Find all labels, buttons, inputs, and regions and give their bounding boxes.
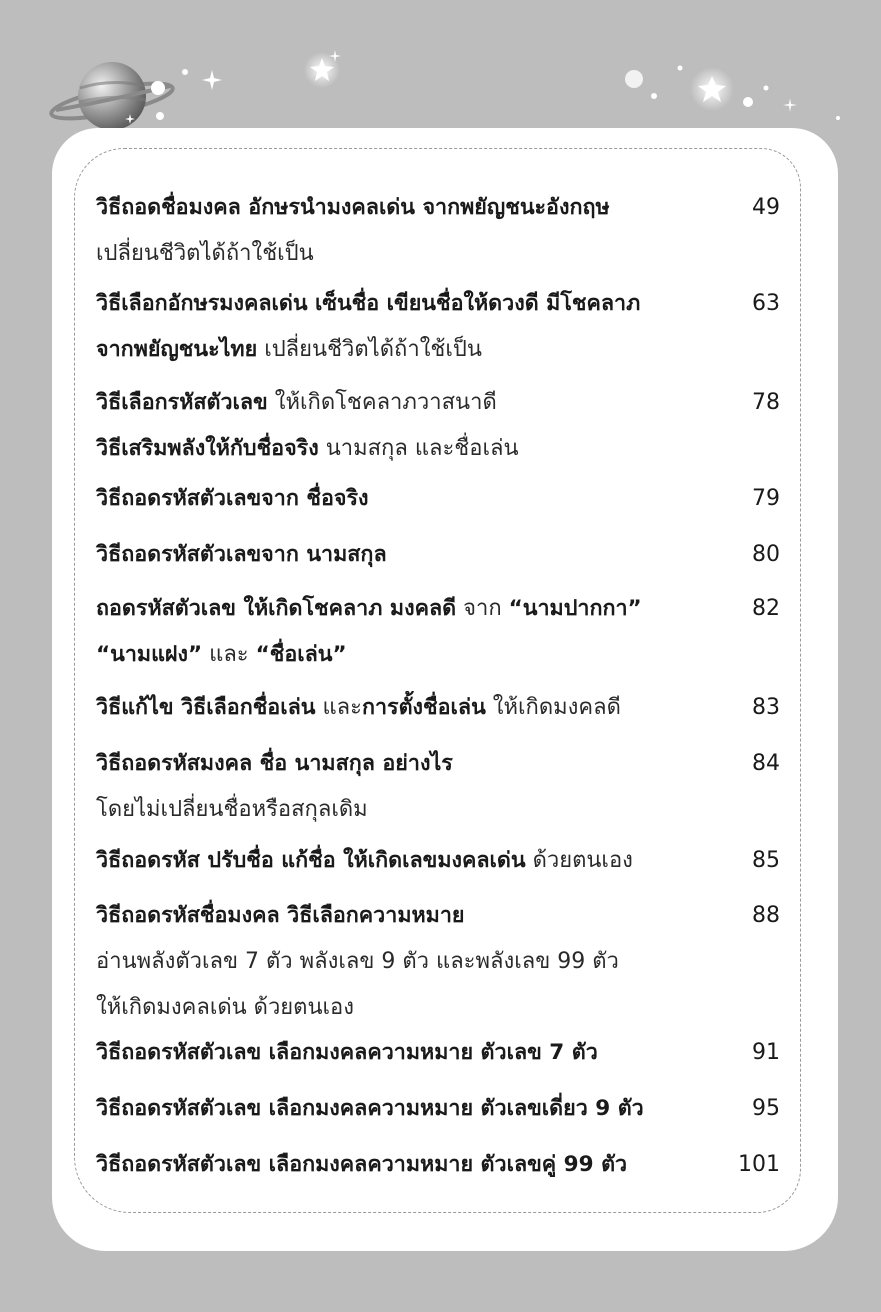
toc-page-number: 84 xyxy=(752,751,780,776)
toc-title-bold: วิธีเสริมพลังให้กับชื่อจริง xyxy=(96,436,319,461)
toc-title-text: เปลี่ยนชีวิตได้ถ้าใช้เป็น xyxy=(257,337,482,362)
toc-title-bold: วิธีถอดรหัสตัวเลข เลือกมงคลความหมาย ตัวเลขเดี่ยว 9 ตัว xyxy=(96,1096,644,1121)
toc-entry-line xyxy=(96,289,640,319)
toc-page-number: 95 xyxy=(752,1096,780,1121)
toc-entry-line xyxy=(96,846,633,876)
toc-title-text: เปลี่ยนชีวิตได้ถ้าใช้เป็น xyxy=(96,241,314,266)
toc-title-bold: “ชื่อเล่น” xyxy=(255,642,347,667)
toc-title-bold: วิธีเลือกรหัสตัวเลข xyxy=(96,390,268,415)
toc-entry-line xyxy=(96,901,465,931)
toc-title-text: อ่านพลังตัวเลข 7 ตัว พลังเลข 9 ตัว และพลังเลข 99 ตัว xyxy=(96,949,619,974)
toc-page-number: 83 xyxy=(752,695,780,720)
planet-icon xyxy=(49,62,175,130)
toc-page-number: 91 xyxy=(752,1040,780,1065)
dots-decoration xyxy=(151,66,840,121)
toc-title-bold: วิธีแก้ไข วิธีเลือกชื่อเล่น xyxy=(96,695,316,720)
toc-entry-line xyxy=(96,540,387,570)
toc-page-number: 88 xyxy=(752,903,780,928)
toc-title-bold: วิธีถอดรหัส ปรับชื่อ แก้ชื่อ ให้เกิดเลขมงคลเด่น xyxy=(96,848,526,873)
toc-page-number: 78 xyxy=(752,390,780,415)
toc-entry-line xyxy=(96,749,453,779)
toc-entry-line xyxy=(96,993,354,1023)
toc-title-bold: “นามแฝง” xyxy=(96,642,203,667)
toc-page-number: 101 xyxy=(738,1152,780,1177)
toc-page-number: 80 xyxy=(752,542,780,567)
toc-title-text: ให้เกิดโชคลาภวาสนาดี xyxy=(267,390,497,415)
toc-title-text: โดยไม่เปลี่ยนชื่อหรือสกุลเดิม xyxy=(96,797,368,822)
toc-page-number: 82 xyxy=(752,596,780,621)
toc-entry-line xyxy=(96,1150,627,1180)
toc-entry-line xyxy=(96,1038,598,1068)
toc-title-text: นามสกุล และชื่อเล่น xyxy=(318,436,519,461)
toc-title-bold: วิธีถอดรหัสมงคล ชื่อ นามสกุล อย่างไร xyxy=(96,751,453,776)
star-icon xyxy=(304,52,734,111)
toc-title-bold: วิธีเลือกอักษรมงคลเด่น เซ็นชื่อ เขียนชื่อให้ดวงดี มีโชคลาภ xyxy=(96,291,641,316)
toc-entry-line xyxy=(96,193,610,223)
toc-entry-line xyxy=(96,693,621,723)
toc-page-number: 85 xyxy=(752,848,780,873)
toc-title-bold: วิธีถอดรหัสตัวเลข เลือกมงคลความหมาย ตัวเลขคู่ 99 ตัว xyxy=(96,1152,628,1177)
toc-entry-line xyxy=(96,795,368,825)
toc-title-bold: วิธีถอดรหัสตัวเลขจาก ชื่อจริง xyxy=(96,486,369,511)
toc-title-text: และ xyxy=(315,695,362,720)
toc-title-text: ด้วยตนเอง xyxy=(525,848,633,873)
toc-entry-line xyxy=(96,335,482,365)
toc-title-bold: จากพยัญชนะไทย xyxy=(96,337,258,362)
toc-page-number: 79 xyxy=(752,486,780,511)
toc-entry-line xyxy=(96,239,314,269)
toc-title-bold: “นามปากกา” xyxy=(508,596,642,621)
toc-title-bold: วิธีถอดรหัสตัวเลขจาก นามสกุล xyxy=(96,542,387,567)
toc-page-number: 49 xyxy=(752,195,780,220)
toc-entry-line xyxy=(96,388,497,418)
toc-entry-line xyxy=(96,947,619,977)
toc-title-bold: วิธีถอดชื่อมงคล อักษรนำมงคลเด่น จากพยัญชนะอังกฤษ xyxy=(96,195,610,220)
toc-entry-line xyxy=(96,434,519,464)
toc-entry-line xyxy=(96,640,347,670)
toc-title-bold: ถอดรหัสตัวเลข ให้เกิดโชคลาภ มงคลดี xyxy=(96,596,457,621)
toc-title-bold: การตั้งชื่อเล่น xyxy=(361,695,486,720)
toc-title-text: ให้เกิดมงคลเด่น ด้วยตนเอง xyxy=(96,995,354,1020)
toc-entry-line xyxy=(96,1094,644,1124)
toc-page-number: 63 xyxy=(752,291,780,316)
toc-entry-line xyxy=(96,484,369,514)
toc-title-text: จาก xyxy=(456,596,509,621)
toc-title-bold: วิธีถอดรหัสชื่อมงคล วิธีเลือกความหมาย xyxy=(96,903,465,928)
toc-title-text: ให้เกิดมงคลดี xyxy=(485,695,621,720)
toc-title-text: และ xyxy=(202,642,256,667)
toc-entry-line xyxy=(96,594,642,624)
toc-title-bold: วิธีถอดรหัสตัวเลข เลือกมงคลความหมาย ตัวเลข 7 ตัว xyxy=(96,1040,598,1065)
